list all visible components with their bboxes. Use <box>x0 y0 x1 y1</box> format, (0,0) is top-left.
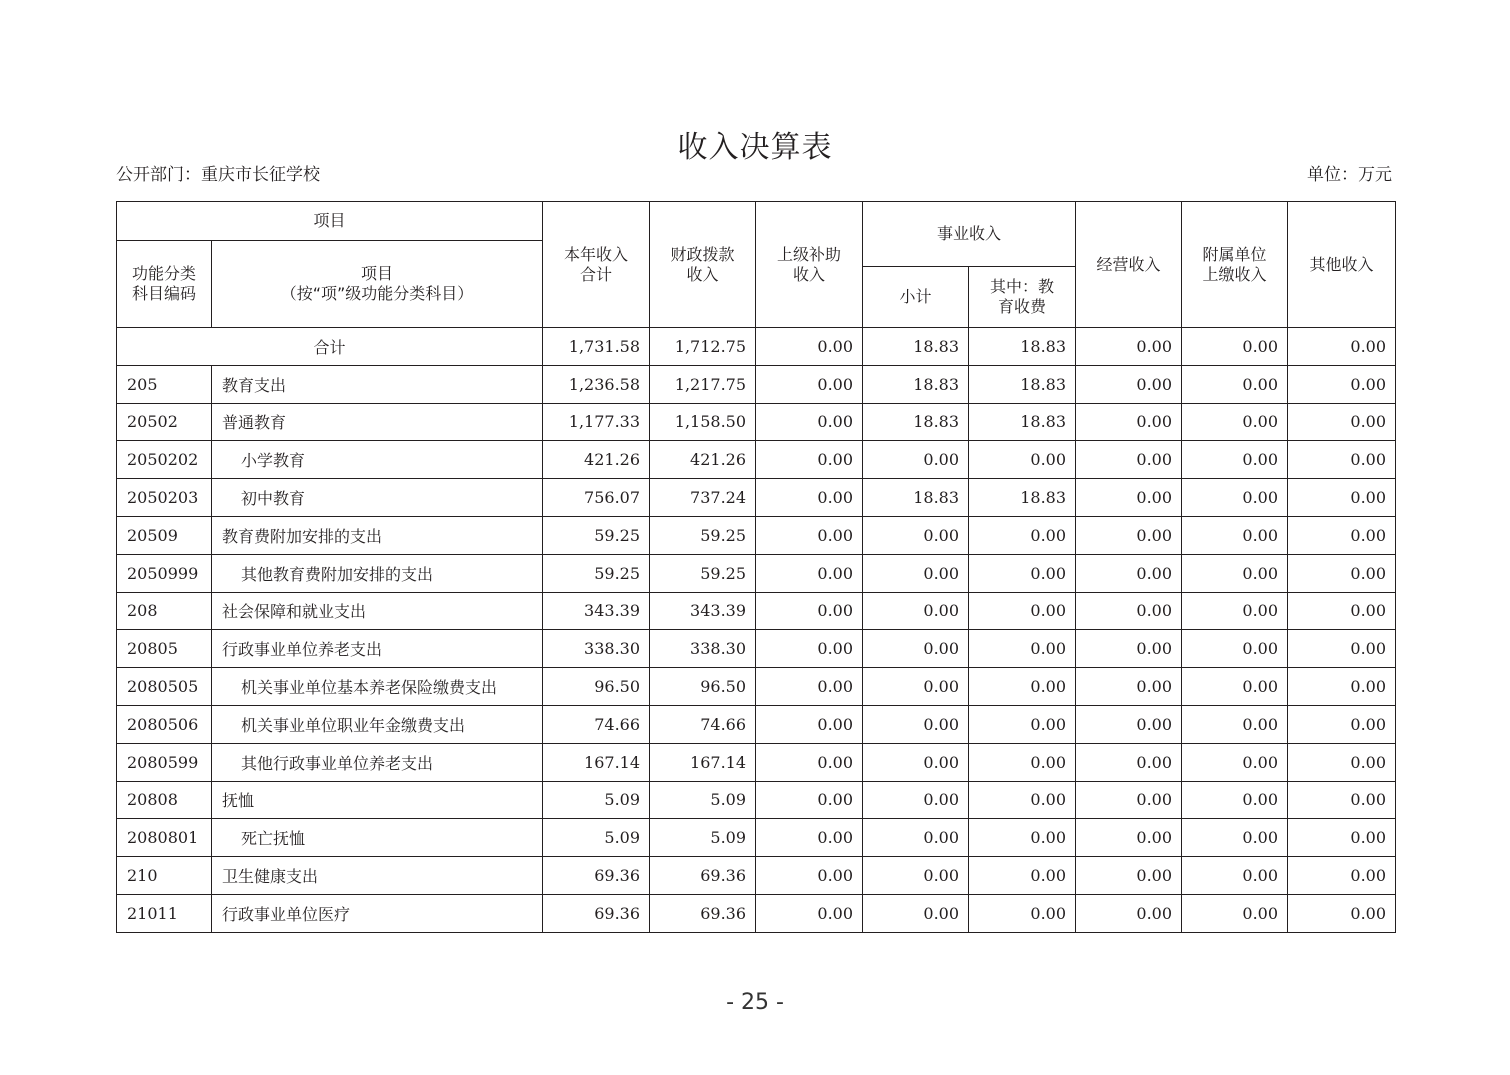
table-row <box>117 403 1396 441</box>
table-row <box>117 365 1396 403</box>
row-code: 205 <box>117 365 212 403</box>
table-row <box>117 479 1396 517</box>
row-code: 2080599 <box>117 743 212 781</box>
header-affiliated: 附属单位 上缴收入 <box>1182 202 1288 328</box>
row-value: 0.00 <box>863 516 969 554</box>
row-value: 0.00 <box>756 630 863 668</box>
table-row <box>117 592 1396 630</box>
row-value: 0.00 <box>863 819 969 857</box>
total-value: 1,712.75 <box>650 328 756 366</box>
row-value: 0.00 <box>969 668 1076 706</box>
header-education-fee: 其中：教 育收费 <box>969 267 1076 328</box>
row-value: 0.00 <box>1182 781 1288 819</box>
row-value: 5.09 <box>543 781 650 819</box>
row-value: 0.00 <box>863 668 969 706</box>
row-value: 59.25 <box>543 516 650 554</box>
row-value: 0.00 <box>969 441 1076 479</box>
row-name: 初中教育 <box>212 479 543 517</box>
row-value: 338.30 <box>543 630 650 668</box>
row-value: 167.14 <box>543 743 650 781</box>
row-value: 0.00 <box>1182 554 1288 592</box>
row-value: 0.00 <box>1288 857 1396 895</box>
row-name: 其他行政事业单位养老支出 <box>212 743 543 781</box>
row-code: 2050202 <box>117 441 212 479</box>
row-value: 0.00 <box>1076 781 1182 819</box>
row-value: 0.00 <box>1182 668 1288 706</box>
row-value: 0.00 <box>969 705 1076 743</box>
row-value: 18.83 <box>863 365 969 403</box>
row-value: 1,158.50 <box>650 403 756 441</box>
unit-label: 单位：万元 <box>1307 165 1392 185</box>
table-row <box>117 554 1396 592</box>
row-value: 5.09 <box>543 819 650 857</box>
row-value: 0.00 <box>1076 894 1182 932</box>
row-value: 737.24 <box>650 479 756 517</box>
row-value: 0.00 <box>1182 365 1288 403</box>
row-value: 59.25 <box>543 554 650 592</box>
row-name: 普通教育 <box>212 403 543 441</box>
table-body <box>117 328 1396 933</box>
row-code: 21011 <box>117 894 212 932</box>
row-value: 0.00 <box>1076 630 1182 668</box>
table-row <box>117 516 1396 554</box>
row-value: 0.00 <box>1288 592 1396 630</box>
row-value: 338.30 <box>650 630 756 668</box>
row-value: 5.09 <box>650 819 756 857</box>
row-value: 0.00 <box>863 705 969 743</box>
total-value: 0.00 <box>1076 328 1182 366</box>
table-row <box>117 819 1396 857</box>
row-value: 421.26 <box>543 441 650 479</box>
row-value: 74.66 <box>650 705 756 743</box>
row-value: 343.39 <box>650 592 756 630</box>
row-value: 0.00 <box>1288 630 1396 668</box>
row-value: 0.00 <box>863 630 969 668</box>
row-code: 2080801 <box>117 819 212 857</box>
row-value: 0.00 <box>1076 403 1182 441</box>
row-value: 0.00 <box>1076 668 1182 706</box>
header-fiscal: 财政拨款 收入 <box>650 202 756 328</box>
row-value: 0.00 <box>1182 403 1288 441</box>
row-value: 18.83 <box>969 479 1076 517</box>
row-code: 208 <box>117 592 212 630</box>
total-value: 18.83 <box>969 328 1076 366</box>
header-item-group: 项目 <box>117 202 543 241</box>
row-value: 0.00 <box>969 743 1076 781</box>
header-operating: 经营收入 <box>1076 202 1182 328</box>
row-value: 0.00 <box>1182 705 1288 743</box>
row-value: 0.00 <box>1182 743 1288 781</box>
row-value: 0.00 <box>756 743 863 781</box>
total-value: 0.00 <box>756 328 863 366</box>
row-value: 0.00 <box>969 819 1076 857</box>
row-value: 0.00 <box>1076 592 1182 630</box>
row-value: 0.00 <box>1288 479 1396 517</box>
table-row <box>117 743 1396 781</box>
table-row <box>117 894 1396 932</box>
row-value: 0.00 <box>756 592 863 630</box>
row-value: 0.00 <box>1182 630 1288 668</box>
row-value: 0.00 <box>863 441 969 479</box>
total-value: 0.00 <box>1288 328 1396 366</box>
row-value: 18.83 <box>969 365 1076 403</box>
row-value: 0.00 <box>863 894 969 932</box>
row-value: 0.00 <box>1288 894 1396 932</box>
row-value: 0.00 <box>756 403 863 441</box>
row-value: 0.00 <box>969 554 1076 592</box>
row-code: 2080506 <box>117 705 212 743</box>
row-value: 0.00 <box>969 781 1076 819</box>
table-row <box>117 630 1396 668</box>
row-value: 0.00 <box>756 819 863 857</box>
row-value: 0.00 <box>756 554 863 592</box>
row-name: 行政事业单位医疗 <box>212 894 543 932</box>
row-code: 20808 <box>117 781 212 819</box>
row-code: 2080505 <box>117 668 212 706</box>
row-code: 2050999 <box>117 554 212 592</box>
row-value: 0.00 <box>1076 743 1182 781</box>
row-name: 卫生健康支出 <box>212 857 543 895</box>
row-value: 69.36 <box>650 894 756 932</box>
row-value: 18.83 <box>863 403 969 441</box>
row-value: 0.00 <box>1288 781 1396 819</box>
row-value: 0.00 <box>1182 516 1288 554</box>
row-value: 0.00 <box>863 857 969 895</box>
total-row <box>117 328 1396 366</box>
row-value: 343.39 <box>543 592 650 630</box>
row-name: 社会保障和就业支出 <box>212 592 543 630</box>
table-row <box>117 781 1396 819</box>
row-value: 59.25 <box>650 554 756 592</box>
row-name: 教育支出 <box>212 365 543 403</box>
row-value: 0.00 <box>969 857 1076 895</box>
total-label: 合计 <box>117 328 543 366</box>
row-name: 机关事业单位基本养老保险缴费支出 <box>212 668 543 706</box>
row-value: 167.14 <box>650 743 756 781</box>
total-value: 18.83 <box>863 328 969 366</box>
row-name: 机关事业单位职业年金缴费支出 <box>212 705 543 743</box>
row-value: 96.50 <box>543 668 650 706</box>
row-value: 1,217.75 <box>650 365 756 403</box>
row-value: 0.00 <box>1076 516 1182 554</box>
row-value: 69.36 <box>543 894 650 932</box>
row-value: 0.00 <box>1076 857 1182 895</box>
row-value: 0.00 <box>1076 554 1182 592</box>
header-total: 本年收入 合计 <box>543 202 650 328</box>
row-value: 0.00 <box>1288 403 1396 441</box>
row-value: 421.26 <box>650 441 756 479</box>
row-value: 69.36 <box>650 857 756 895</box>
row-value: 0.00 <box>863 781 969 819</box>
page-number: - 25 - <box>726 990 784 1015</box>
row-value: 0.00 <box>1076 441 1182 479</box>
row-value: 18.83 <box>863 479 969 517</box>
header-subtotal: 小计 <box>863 267 969 328</box>
row-value: 0.00 <box>1182 441 1288 479</box>
row-value: 0.00 <box>756 857 863 895</box>
row-name: 教育费附加安排的支出 <box>212 516 543 554</box>
row-value: 0.00 <box>1288 365 1396 403</box>
row-value: 0.00 <box>1182 819 1288 857</box>
row-value: 0.00 <box>1076 819 1182 857</box>
header-code: 功能分类 科目编码 <box>117 241 212 328</box>
row-value: 0.00 <box>863 554 969 592</box>
row-value: 0.00 <box>756 781 863 819</box>
row-value: 0.00 <box>1288 516 1396 554</box>
row-value: 0.00 <box>969 630 1076 668</box>
row-value: 0.00 <box>1076 705 1182 743</box>
row-value: 0.00 <box>1288 743 1396 781</box>
row-value: 0.00 <box>969 592 1076 630</box>
header-business-group: 事业收入 <box>863 202 1076 267</box>
row-value: 69.36 <box>543 857 650 895</box>
row-value: 0.00 <box>1182 857 1288 895</box>
table-row <box>117 668 1396 706</box>
row-value: 756.07 <box>543 479 650 517</box>
row-value: 0.00 <box>863 592 969 630</box>
total-value: 1,731.58 <box>543 328 650 366</box>
row-value: 1,236.58 <box>543 365 650 403</box>
row-value: 0.00 <box>1288 668 1396 706</box>
row-value: 0.00 <box>1288 705 1396 743</box>
row-value: 0.00 <box>1288 554 1396 592</box>
row-value: 1,177.33 <box>543 403 650 441</box>
row-code: 2050203 <box>117 479 212 517</box>
total-value: 0.00 <box>1182 328 1288 366</box>
table-row <box>117 441 1396 479</box>
row-value: 0.00 <box>1076 365 1182 403</box>
row-code: 20509 <box>117 516 212 554</box>
row-value: 0.00 <box>863 743 969 781</box>
row-value: 0.00 <box>756 668 863 706</box>
table-row <box>117 857 1396 895</box>
row-name: 行政事业单位养老支出 <box>212 630 543 668</box>
row-value: 0.00 <box>1182 479 1288 517</box>
row-value: 0.00 <box>1076 479 1182 517</box>
department-label: 公开部门：重庆市长征学校 <box>116 165 320 185</box>
row-value: 74.66 <box>543 705 650 743</box>
row-code: 20805 <box>117 630 212 668</box>
row-value: 0.00 <box>756 479 863 517</box>
header-other: 其他收入 <box>1288 202 1396 328</box>
row-value: 0.00 <box>1182 894 1288 932</box>
row-value: 0.00 <box>969 894 1076 932</box>
row-name: 其他教育费附加安排的支出 <box>212 554 543 592</box>
row-code: 20502 <box>117 403 212 441</box>
row-value: 0.00 <box>1288 441 1396 479</box>
row-value: 18.83 <box>969 403 1076 441</box>
row-value: 59.25 <box>650 516 756 554</box>
row-value: 5.09 <box>650 781 756 819</box>
row-value: 0.00 <box>756 894 863 932</box>
header-item-name: 项目 （按“项”级功能分类科目） <box>212 241 543 328</box>
row-value: 0.00 <box>756 705 863 743</box>
row-name: 小学教育 <box>212 441 543 479</box>
row-value: 0.00 <box>756 365 863 403</box>
document-title: 收入决算表 <box>677 130 833 165</box>
row-value: 0.00 <box>756 441 863 479</box>
row-value: 0.00 <box>1182 592 1288 630</box>
row-value: 0.00 <box>1288 819 1396 857</box>
table-row <box>117 705 1396 743</box>
income-settlement-table <box>116 201 1396 933</box>
row-value: 96.50 <box>650 668 756 706</box>
row-value: 0.00 <box>969 516 1076 554</box>
header-superior: 上级补助 收入 <box>756 202 863 328</box>
row-code: 210 <box>117 857 212 895</box>
row-value: 0.00 <box>756 516 863 554</box>
row-name: 抚恤 <box>212 781 543 819</box>
row-name: 死亡抚恤 <box>212 819 543 857</box>
